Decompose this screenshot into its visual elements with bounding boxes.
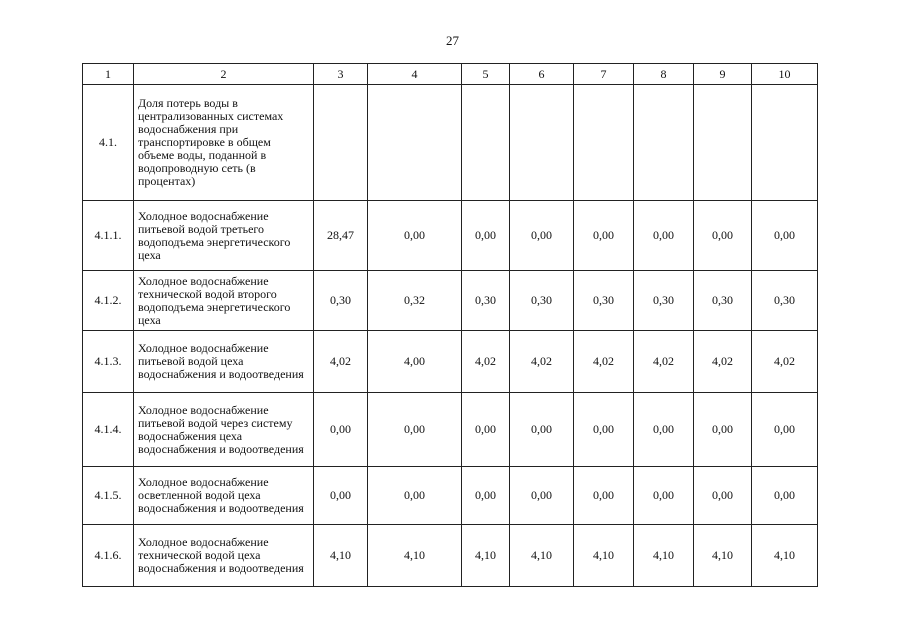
value-cell: 4,00: [368, 331, 462, 393]
table-row: [83, 331, 818, 393]
value-cell: 28,47: [314, 201, 368, 271]
column-number-header: 5: [462, 64, 510, 85]
value-cell: 0,32: [368, 271, 462, 331]
value-cell: 0,00: [314, 467, 368, 525]
row-description: Холодное водоснабжение питьевой водой цеха водоснабжения и водоотведения: [134, 331, 314, 393]
value-cell: 0,00: [634, 467, 694, 525]
value-cell: 0,00: [510, 393, 574, 467]
row-description: Холодное водоснабжение питьевой водой через систему водоснабжения цеха водоснабжения и водоотведения: [134, 393, 314, 467]
row-number: 4.1.: [83, 85, 134, 201]
value-cell: 0,00: [368, 467, 462, 525]
table-body: [83, 64, 818, 587]
column-number-header: 10: [752, 64, 818, 85]
value-cell: 4,02: [510, 331, 574, 393]
value-cell: 4,10: [368, 525, 462, 587]
row-number: 4.1.5.: [83, 467, 134, 525]
value-cell: 0,00: [694, 467, 752, 525]
value-cell: 0,30: [510, 271, 574, 331]
row-description: Доля потерь воды в централизованных системах водоснабжения при транспортировке в общем объеме воды, поданной в водопроводную сеть (в процентах): [134, 85, 314, 201]
value-cell: [574, 85, 634, 201]
value-cell: [314, 85, 368, 201]
value-cell: 0,00: [314, 393, 368, 467]
value-cell: 0,00: [462, 467, 510, 525]
value-cell: 0,00: [694, 201, 752, 271]
table-row: [83, 393, 818, 467]
value-cell: 0,00: [462, 393, 510, 467]
page-number: 27: [446, 33, 459, 48]
value-cell: 0,00: [574, 467, 634, 525]
value-cell: 4,10: [574, 525, 634, 587]
value-cell: 4,10: [634, 525, 694, 587]
value-cell: 4,02: [752, 331, 818, 393]
column-number-header: 6: [510, 64, 574, 85]
value-cell: 4,02: [462, 331, 510, 393]
column-number-header: 8: [634, 64, 694, 85]
value-cell: 0,30: [574, 271, 634, 331]
row-description: Холодное водоснабжение технической водой цеха водоснабжения и водоотведения: [134, 525, 314, 587]
indicator-table: [82, 63, 818, 587]
value-cell: 0,30: [694, 271, 752, 331]
column-number-header: 1: [83, 64, 134, 85]
column-number-header: 4: [368, 64, 462, 85]
value-cell: 0,00: [634, 393, 694, 467]
row-description: Холодное водоснабжение питьевой водой третьего водоподъема энергетического цеха: [134, 201, 314, 271]
table-row: [83, 525, 818, 587]
value-cell: 0,00: [634, 201, 694, 271]
value-cell: [634, 85, 694, 201]
value-cell: [752, 85, 818, 201]
value-cell: 4,10: [462, 525, 510, 587]
row-number: 4.1.1.: [83, 201, 134, 271]
table-row: [83, 201, 818, 271]
value-cell: 0,00: [752, 467, 818, 525]
value-cell: [694, 85, 752, 201]
table-row: [83, 467, 818, 525]
value-cell: 0,00: [368, 393, 462, 467]
row-description: Холодное водоснабжение технической водой второго водоподъема энергетического цеха: [134, 271, 314, 331]
value-cell: 4,10: [510, 525, 574, 587]
value-cell: 0,30: [314, 271, 368, 331]
value-cell: 0,00: [368, 201, 462, 271]
table-row: [83, 271, 818, 331]
value-cell: 0,30: [634, 271, 694, 331]
column-number-header: 7: [574, 64, 634, 85]
value-cell: 4,02: [634, 331, 694, 393]
value-cell: 4,02: [314, 331, 368, 393]
value-cell: 0,00: [510, 201, 574, 271]
value-cell: 0,30: [462, 271, 510, 331]
value-cell: 0,00: [752, 201, 818, 271]
value-cell: 4,10: [694, 525, 752, 587]
column-number-header: 9: [694, 64, 752, 85]
value-cell: 0,00: [694, 393, 752, 467]
value-cell: [368, 85, 462, 201]
row-number: 4.1.3.: [83, 331, 134, 393]
row-number: 4.1.2.: [83, 271, 134, 331]
row-description: Холодное водоснабжение осветленной водой цеха водоснабжения и водоотведения: [134, 467, 314, 525]
value-cell: [510, 85, 574, 201]
header-row: [83, 64, 818, 85]
value-cell: 0,00: [510, 467, 574, 525]
value-cell: [462, 85, 510, 201]
table-row: [83, 85, 818, 201]
column-number-header: 3: [314, 64, 368, 85]
value-cell: 4,10: [752, 525, 818, 587]
value-cell: 0,00: [462, 201, 510, 271]
value-cell: 0,00: [574, 393, 634, 467]
column-number-header: 2: [134, 64, 314, 85]
value-cell: 0,30: [752, 271, 818, 331]
row-number: 4.1.6.: [83, 525, 134, 587]
row-number: 4.1.4.: [83, 393, 134, 467]
value-cell: 4,10: [314, 525, 368, 587]
value-cell: 4,02: [574, 331, 634, 393]
value-cell: 4,02: [694, 331, 752, 393]
value-cell: 0,00: [752, 393, 818, 467]
value-cell: 0,00: [574, 201, 634, 271]
